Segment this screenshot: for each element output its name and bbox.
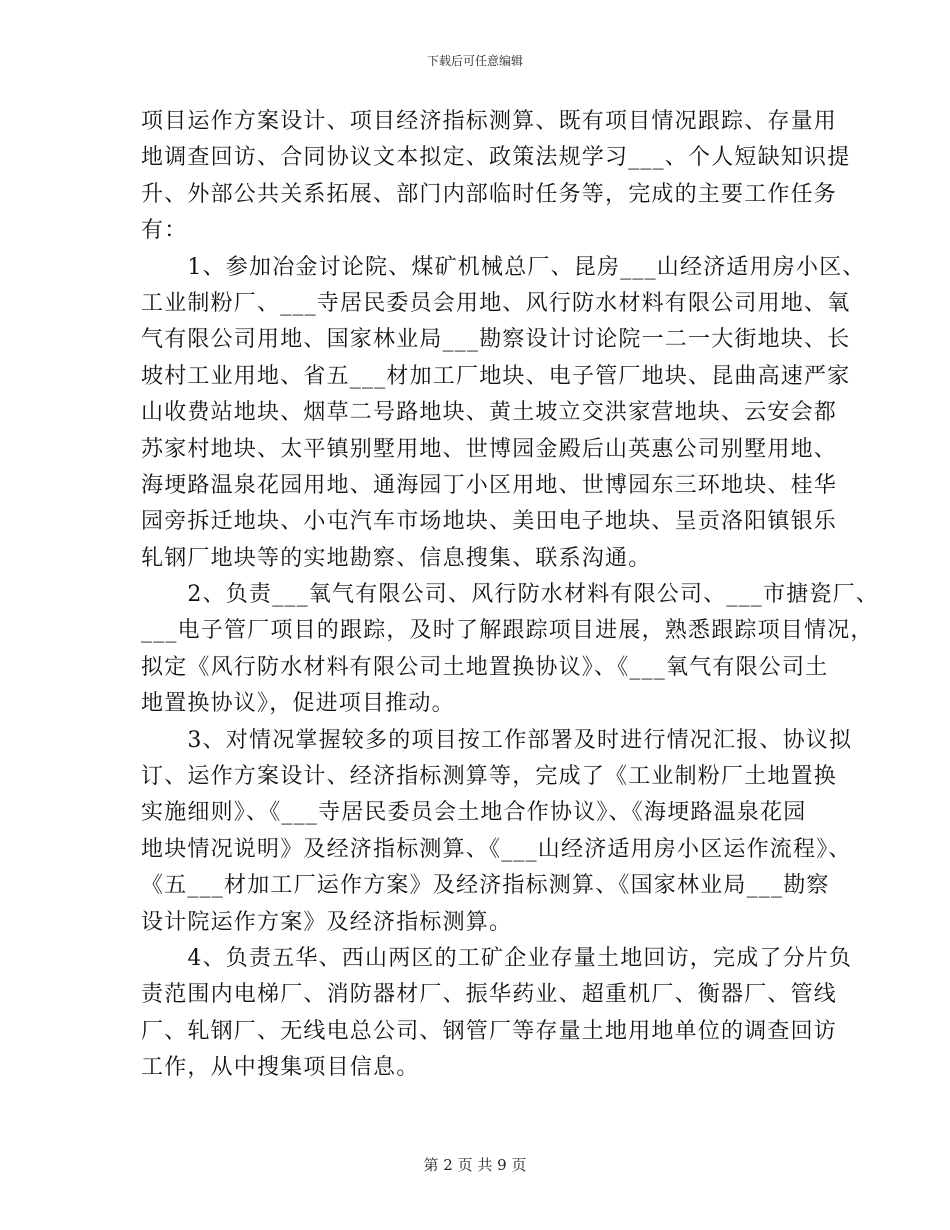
- text-line: 地置换协议》，促进项目推动。: [141, 691, 455, 717]
- text-line: 苏家村地块、太平镇别墅用地、世博园金殿后山英惠公司别墅用地、: [141, 436, 838, 462]
- text-line: 坡村工业用地、省五___材加工厂地块、电子管厂地块、昆曲高速严家: [141, 363, 851, 389]
- text-line: 设计院运作方案》及经济指标测算。: [141, 909, 513, 935]
- text-line: 厂、轧钢厂、无线电总公司、钢管厂等存量土地用地单位的调查回访: [141, 1018, 838, 1044]
- text-line: 工作，从中搜集项目信息。: [141, 1055, 420, 1081]
- text-line: 气有限公司用地、国家林业局___勘察设计讨论院一二一大街地块、长: [141, 327, 851, 353]
- text-line: 实施细则》、《___寺居民委员会土地合作协议》、《海埂路温泉花园: [141, 800, 807, 826]
- text-line: 园旁拆迁地块、小屯汽车市场地块、美田电子地块、呈贡洛阳镇银乐: [141, 509, 838, 535]
- page-header-note: 下载后可任意编辑: [426, 54, 523, 68]
- text-line: 地块情况说明》及经济指标测算、《___山经济适用房小区运作流程》、: [141, 836, 852, 862]
- document-body: [141, 104, 879, 1087]
- text-line: 地调查回访、合同协议文本拟定、政策法规学习___、个人短缺知识提: [141, 145, 851, 171]
- text-line: 轧钢厂地块等的实地勘察、信息搜集、联系沟通。: [141, 545, 652, 571]
- text-line: 2、负责___氧气有限公司、风行防水材料有限公司、___市搪瓷厂、: [141, 582, 879, 608]
- text-line: ___电子管厂项目的跟踪，及时了解跟踪项目进展，熟悉跟踪项目情况，: [141, 618, 874, 644]
- text-line: 1、参加冶金讨论院、煤矿机械总厂、昆房___山经济适用房小区、: [141, 254, 866, 280]
- text-line: 升、外部公共关系拓展、部门内部临时任务等，完成的主要工作任务: [141, 181, 838, 207]
- text-line: 工业制粉厂、___寺居民委员会用地、风行防水材料有限公司用地、氧: [141, 290, 851, 316]
- text-line: 海埂路温泉花园用地、通海园丁小区用地、世博园东三环地块、桂华: [141, 472, 838, 498]
- text-line: 3、对情况掌握较多的项目按工作部署及时进行情况汇报、协议拟: [141, 727, 853, 753]
- text-line: 订、运作方案设计、经济指标测算等，完成了《工业制粉厂土地置换: [141, 764, 838, 790]
- text-line: 山收费站地块、烟草二号路地块、黄土坡立交洪家营地块、云安会都: [141, 400, 838, 426]
- text-line: 有：: [141, 218, 188, 244]
- text-line: 责范围内电梯厂、消防器材厂、振华药业、超重机厂、衡器厂、管线: [141, 982, 838, 1008]
- text-line: 《五___材加工厂运作方案》及经济指标测算、《国家林业局___勘察: [141, 873, 830, 899]
- text-line: 项目运作方案设计、项目经济指标测算、既有项目情况跟踪、存量用: [141, 109, 838, 134]
- text-line: 拟定《风行防水材料有限公司土地置换协议》、《___氧气有限公司土: [141, 654, 829, 680]
- page-number: 第 2 页 共 9 页: [423, 1156, 527, 1174]
- text-line: 4、负责五华、西山两区的工矿企业存量土地回访，完成了分片负: [141, 945, 853, 971]
